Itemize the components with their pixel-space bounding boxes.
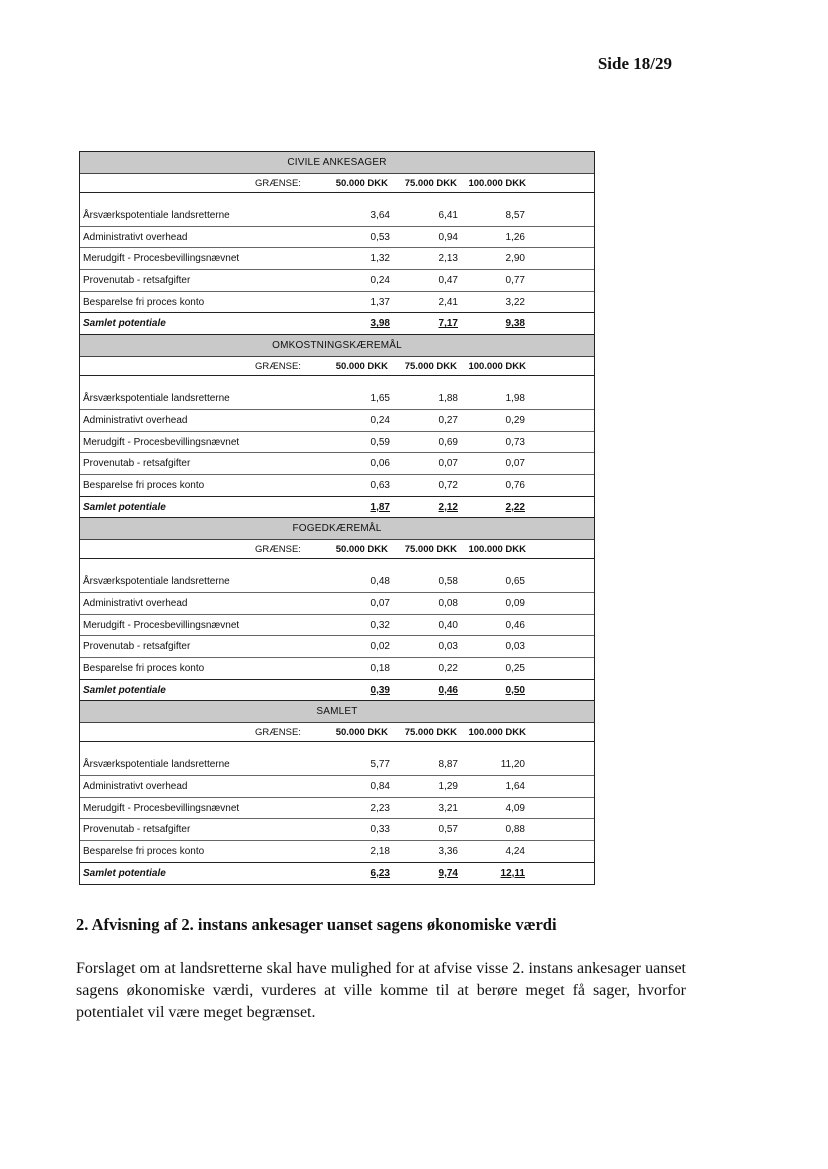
limit-header-row <box>80 723 594 742</box>
row-value: 9,74 <box>438 867 458 879</box>
total-row <box>80 862 594 884</box>
row-label: Administrativt overhead <box>83 414 188 426</box>
table-row <box>80 431 594 453</box>
row-label: Provenutab - retsafgifter <box>83 641 191 653</box>
row-value: 0,48 <box>370 576 390 588</box>
row-value: 0,59 <box>370 436 390 448</box>
table-row <box>80 635 594 657</box>
limit-header-row <box>80 357 594 376</box>
row-value: 0,65 <box>505 576 525 588</box>
section-body <box>80 388 594 495</box>
limit-value: 100.000 DKK <box>468 727 526 739</box>
row-value: 2,23 <box>370 802 390 814</box>
row-value: 0,63 <box>370 479 390 491</box>
row-value: 0,27 <box>438 414 458 426</box>
row-value: 0,33 <box>370 824 390 836</box>
limit-label: GRÆNSE: <box>255 361 301 373</box>
row-value: 12,11 <box>500 867 525 879</box>
row-label: Samlet potentiale <box>83 501 166 513</box>
row-value: 0,73 <box>505 436 525 448</box>
row-label: Administrativt overhead <box>83 597 188 609</box>
body-paragraph: Forslaget om at landsretterne skal have mulighed for at afvise visse 2. instans ankesager uanset sagens økonomiske værdi, vurderes at ville komme til at berøre meget få sager, hvorfor potentialet vil være meget begrænset. <box>76 960 686 1021</box>
row-value: 4,09 <box>505 802 525 814</box>
row-value: 1,65 <box>370 393 390 405</box>
row-value: 8,57 <box>505 210 525 221</box>
row-value: 0,22 <box>438 663 458 674</box>
row-value: 0,24 <box>370 275 390 287</box>
row-value: 3,36 <box>438 846 458 858</box>
spacer <box>80 193 594 205</box>
table-row <box>80 818 594 840</box>
row-value: 0,53 <box>370 231 390 243</box>
table-row <box>80 226 594 248</box>
row-value: 0,07 <box>370 597 390 609</box>
table-row <box>80 614 594 636</box>
row-value: 0,24 <box>370 414 390 426</box>
section-body <box>80 754 594 861</box>
limit-header-row <box>80 540 594 559</box>
table-row <box>80 409 594 431</box>
row-label: Årsværkspotentiale landsretterne <box>83 210 230 221</box>
section-body <box>80 571 594 678</box>
row-value: 0,29 <box>505 414 525 426</box>
page-number: Side 18/29 <box>597 54 672 73</box>
row-label: Besparelse fri proces konto <box>83 479 205 491</box>
row-value: 5,77 <box>370 759 390 771</box>
row-label: Provenutab - retsafgifter <box>83 824 191 836</box>
limit-value: 50.000 DKK <box>335 727 388 739</box>
section-title: FOGEDKÆREMÅL <box>80 518 594 540</box>
section-body <box>80 205 594 312</box>
row-label: Administrativt overhead <box>83 781 188 793</box>
section-title: SAMLET <box>80 701 594 723</box>
table-row <box>80 592 594 614</box>
limit-label: GRÆNSE: <box>255 727 301 739</box>
row-value: 0,03 <box>438 641 458 653</box>
row-value: 0,09 <box>505 597 525 609</box>
row-label: Merudgift - Procesbevillingsnævnet <box>83 436 240 448</box>
savings-table <box>79 151 595 885</box>
row-value: 7,17 <box>438 318 458 330</box>
row-label: Besparelse fri proces konto <box>83 296 205 308</box>
row-value: 3,64 <box>370 210 390 221</box>
total-row <box>80 496 594 518</box>
row-value: 0,07 <box>505 458 525 470</box>
row-label: Merudgift - Procesbevillingsnævnet <box>83 802 240 814</box>
limit-label: GRÆNSE: <box>255 178 301 189</box>
row-label: Samlet potentiale <box>83 867 166 879</box>
row-value: 0,07 <box>438 458 458 470</box>
table-row <box>80 452 594 474</box>
row-value: 8,87 <box>438 759 458 771</box>
row-value: 9,38 <box>505 318 525 330</box>
table-row <box>80 754 594 775</box>
limit-value: 50.000 DKK <box>335 178 388 189</box>
row-value: 0,88 <box>505 824 525 836</box>
row-label: Merudgift - Procesbevillingsnævnet <box>83 619 240 631</box>
row-value: 0,08 <box>438 597 458 609</box>
row-value: 0,69 <box>438 436 458 448</box>
row-label: Merudgift - Procesbevillingsnævnet <box>83 253 240 265</box>
section-title: CIVILE ANKESAGER <box>80 152 594 174</box>
row-value: 0,02 <box>370 641 390 653</box>
row-label: Samlet potentiale <box>83 318 166 330</box>
row-label: Provenutab - retsafgifter <box>83 458 191 470</box>
row-value: 1,32 <box>370 253 390 265</box>
table-section <box>79 700 595 884</box>
row-value: 0,03 <box>505 641 525 653</box>
limit-label: GRÆNSE: <box>255 544 301 556</box>
row-value: 0,58 <box>438 576 458 588</box>
table-section <box>79 517 595 700</box>
limit-value: 100.000 DKK <box>468 361 526 373</box>
row-value: 3,22 <box>505 296 525 308</box>
row-value: 2,12 <box>438 501 458 513</box>
row-value: 1,64 <box>505 781 525 793</box>
row-value: 0,06 <box>370 458 390 470</box>
table-row <box>80 775 594 797</box>
row-value: 0,46 <box>438 684 458 696</box>
row-value: 0,50 <box>505 684 525 696</box>
row-value: 0,46 <box>505 619 525 631</box>
row-value: 6,23 <box>370 867 390 879</box>
row-label: Besparelse fri proces konto <box>83 663 205 674</box>
table-row <box>80 247 594 269</box>
row-label: Samlet potentiale <box>83 684 166 696</box>
table-row <box>80 474 594 496</box>
row-value: 2,90 <box>505 253 525 265</box>
spacer <box>80 742 594 754</box>
total-row <box>80 312 594 334</box>
table-row <box>80 205 594 226</box>
row-value: 1,29 <box>438 781 458 793</box>
row-value: 6,41 <box>438 210 458 221</box>
row-label: Provenutab - retsafgifter <box>83 275 191 287</box>
table-section <box>79 334 595 517</box>
table-row <box>80 840 594 862</box>
row-value: 1,26 <box>505 231 525 243</box>
row-value: 3,98 <box>370 318 390 330</box>
row-value: 0,32 <box>370 619 390 631</box>
row-value: 1,88 <box>438 393 458 405</box>
row-value: 2,22 <box>505 501 525 513</box>
table-row <box>80 571 594 592</box>
spacer <box>80 376 594 388</box>
row-value: 0,47 <box>438 275 458 287</box>
row-value: 1,37 <box>370 296 390 308</box>
row-label: Besparelse fri proces konto <box>83 846 205 858</box>
row-label: Årsværkspotentiale landsretterne <box>83 759 230 771</box>
row-label: Administrativt overhead <box>83 231 188 243</box>
row-value: 0,25 <box>505 663 525 674</box>
row-value: 0,39 <box>370 684 390 696</box>
total-row <box>80 679 594 701</box>
row-label: Årsværkspotentiale landsretterne <box>83 393 230 405</box>
row-value: 0,40 <box>438 619 458 631</box>
limit-value: 75.000 DKK <box>404 727 457 739</box>
row-value: 2,13 <box>438 253 458 265</box>
row-value: 0,94 <box>438 231 458 243</box>
row-value: 2,41 <box>438 296 458 308</box>
table-row <box>80 291 594 313</box>
table-row <box>80 269 594 291</box>
table-section <box>79 151 595 334</box>
row-value: 0,57 <box>438 824 458 836</box>
section-title: OMKOSTNINGSKÆREMÅL <box>80 335 594 357</box>
row-value: 4,24 <box>505 846 525 858</box>
row-value: 1,98 <box>505 393 525 405</box>
row-value: 0,18 <box>370 663 390 674</box>
limit-header-row <box>80 174 594 193</box>
limit-value: 75.000 DKK <box>404 544 457 556</box>
row-value: 0,76 <box>505 479 525 491</box>
row-value: 1,87 <box>370 501 390 513</box>
limit-value: 50.000 DKK <box>335 544 388 556</box>
row-value: 11,20 <box>500 759 525 771</box>
row-value: 0,77 <box>505 275 525 287</box>
row-value: 0,72 <box>438 479 458 491</box>
table-row <box>80 657 594 679</box>
row-label: Årsværkspotentiale landsretterne <box>83 576 230 588</box>
table-row <box>80 388 594 409</box>
row-value: 3,21 <box>438 802 458 814</box>
limit-value: 50.000 DKK <box>335 361 388 373</box>
limit-value: 100.000 DKK <box>468 178 526 189</box>
limit-value: 75.000 DKK <box>404 361 457 373</box>
spacer <box>80 559 594 571</box>
row-value: 0,84 <box>370 781 390 793</box>
section-heading: 2. Afvisning af 2. instans ankesager uanset sagens økonomiske værdi <box>76 915 557 934</box>
limit-value: 100.000 DKK <box>468 544 526 556</box>
row-value: 2,18 <box>370 846 390 858</box>
limit-value: 75.000 DKK <box>404 178 457 189</box>
table-row <box>80 797 594 819</box>
